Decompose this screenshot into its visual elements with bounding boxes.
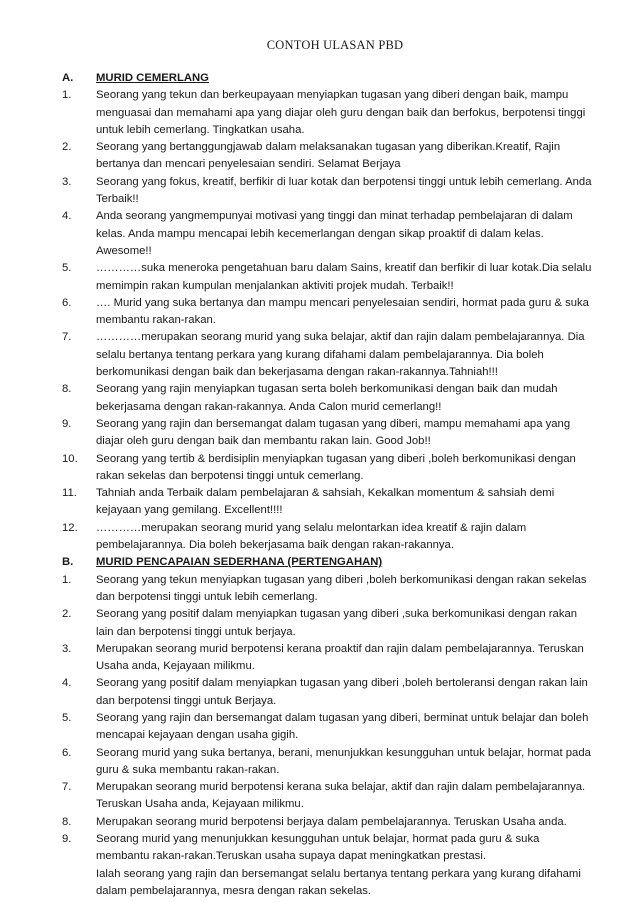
item-number: 7.	[62, 331, 72, 344]
item-text: Seorang yang tekun dan berkeupayaan menyiapkan tugasan yang diberi dengan baik, mampu menguasai dan memahami apa yang diajar oleh guru dengan baik dan berfokus, berpotensi tinggi untuk lebih cemerlang. Tingkatkan usaha.	[96, 89, 586, 136]
list-item	[62, 520, 594, 555]
item-text: Merupakan seorang murid berpotensi berjaya dalam pembelajarannya. Teruskan Usaha anda.	[96, 815, 567, 828]
item-number: 8.	[62, 383, 72, 396]
item-number: 4.	[62, 210, 72, 223]
item-text: Seorang yang rajin menyiapkan tugasan serta boleh berkomunikasi dengan baik dan mudah bekerjasama dengan rakan-rakannya. Anda Calon murid cemerlang!!	[96, 383, 558, 413]
item-number: 3.	[62, 175, 72, 188]
item-number: 6.	[62, 746, 72, 759]
item-number: 10.	[62, 452, 78, 465]
section-heading	[62, 70, 594, 87]
list-item	[62, 329, 594, 381]
item-number: 9.	[62, 833, 72, 846]
list-item	[62, 451, 594, 486]
section-title: MURID PENCAPAIAN SEDERHANA (PERTENGAHAN)	[96, 556, 383, 569]
list-item	[62, 710, 594, 745]
item-text: Tahniah anda Terbaik dalam pembelajaran & sahsiah, Kekalkan momentum & sahsiah demi kejayaan yang gemilang. Excellent!!!!	[96, 487, 555, 517]
item-text: Merupakan seorang murid berpotensi kerana proaktif dan rajin dalam pembelajarannya. Teruskan Usaha anda, Kejayaan milikmu.	[96, 642, 584, 673]
list-item	[62, 572, 594, 607]
item-number: 6.	[62, 296, 72, 309]
list-item	[62, 381, 594, 416]
item-text: Seorang yang tertib & berdisiplin menyiapkan tugasan yang diberi ,boleh berkomunikasi dengan rakan sekelas dan berpotensi tinggi untuk cemerlang.	[96, 452, 576, 482]
section-murid-cemerlang	[62, 70, 594, 554]
item-text: Seorang yang positif dalam menyiapkan tugasan yang diberi ,boleh bertoleransi dengan rakan lain dan berpotensi tinggi untuk Berjaya.	[96, 677, 588, 707]
item-text: Merupakan seorang murid berpotensi kerana suka belajar, aktif dan rajin dalam pembelajarannya. Teruskan Usaha anda, Kejayaan milikmu.	[96, 781, 586, 811]
section-marker: B.	[62, 556, 74, 569]
item-number: 8.	[62, 815, 72, 828]
comment-list	[62, 572, 594, 866]
list-item	[62, 87, 594, 139]
item-text: Seorang yang bertanggungjawab dalam melaksanakan tugasan yang diberikan.Kreatif, Rajin bertanya dan mencari penyelesaian sendiri. Selamat Berjaya	[96, 141, 561, 171]
list-item	[62, 814, 594, 831]
list-item	[62, 485, 594, 520]
comment-list	[62, 87, 594, 554]
list-item	[62, 139, 594, 174]
item-text: Seorang yang rajin dan bersemangat dalam tugasan yang diberi, berminat untuk belajar dan boleh mencapai kejayaan dengan usaha gigih.	[96, 711, 589, 742]
item-number: 4.	[62, 677, 72, 690]
list-item	[62, 416, 594, 451]
item-number: 2.	[62, 141, 72, 154]
trailing-paragraph: Ialah seorang yang rajin dan bersemangat selalu bertanya tentang perkara yang kurang difahami dalam pembelajarannya, mesra dengan rakan sekelas.	[96, 867, 581, 897]
item-text: …………suka meneroka pengetahuan baru dalam Sains, kreatif dan berfikir di luar kotak.Dia selalu memimpin rakan kumpulan menjalankan aktiviti projek mudah. Terbaik!!	[96, 262, 592, 292]
list-item	[62, 260, 594, 295]
list-item	[62, 779, 594, 814]
item-text: Seorang yang rajin dan bersemangat dalam tugasan yang diberi, mampu memahami apa yang diajar oleh guru dengan baik dan membantu rakan lain. Good Job!!	[96, 417, 571, 448]
list-item	[62, 745, 594, 780]
page-title: CONTOH ULASAN PBD	[266, 38, 404, 52]
section-heading	[62, 554, 594, 571]
list-item	[62, 295, 594, 330]
section-marker: A.	[62, 72, 74, 84]
item-number: 12.	[62, 521, 78, 534]
item-text: …. Murid yang suka bertanya dan mampu mencari penyelesaian sendiri, hormat pada guru & suka membantu rakan-rakan.	[96, 296, 589, 327]
item-number: 9.	[62, 417, 72, 430]
item-text: Seorang yang fokus, kreatif, berfikir di luar kotak dan berpotensi tinggi untuk lebih cemerlang. Anda Terbaik!!	[96, 175, 592, 206]
item-number: 5.	[62, 262, 72, 275]
section-murid-pencapaian-sederhana	[62, 554, 594, 900]
item-number: 1.	[62, 573, 72, 586]
item-text: …………merupakan seorang murid yang suka belajar, aktif dan rajin dalam pembelajarannya. Dia selalu bertanya tentang perkara yang kurang difahami dalam pembelajarannya. Dia boleh berkomunikasi dengan baik dan bekerjasama dengan rakan-rakannya.Tahniah!!!	[96, 331, 585, 379]
list-item	[62, 208, 594, 260]
list-item	[62, 831, 594, 866]
item-number: 2.	[62, 608, 72, 621]
list-item	[62, 641, 594, 676]
list-item	[62, 174, 594, 209]
section-title: MURID CEMERLANG	[96, 72, 209, 84]
item-text: Seorang murid yang suka bertanya, berani, menunjukkan kesungguhan untuk belajar, hormat pada guru & suka membantu rakan-rakan.	[96, 746, 591, 776]
item-number: 11.	[62, 487, 77, 500]
item-text: Anda seorang yangmempunyai motivasi yang tinggi dan minat terhadap pembelajaran di dalam kelas. Anda mampu mencapai lebih kecemerlangan dengan sikap proaktif di dalam kelas. Awesome!!	[96, 210, 573, 257]
item-number: 1.	[62, 89, 72, 102]
item-text: Seorang yang tekun menyiapkan tugasan yang diberi ,boleh berkomunikasi dengan rakan sekelas dan berpotensi tinggi untuk lebih cemerlang.	[96, 573, 587, 603]
item-text: Seorang yang positif dalam menyiapkan tugasan yang diberi ,suka berkomunikasi dengan rakan lain dan berpotensi tinggi untuk berjaya.	[96, 608, 578, 638]
item-number: 7.	[62, 781, 72, 794]
item-number: 5.	[62, 711, 72, 724]
list-item	[62, 606, 594, 641]
item-text: Seorang murid yang menunjukkan kesungguhan untuk belajar, hormat pada guru & suka membantu rakan-rakan.Teruskan usaha supaya dapat meningkatkan prestasi.	[96, 833, 540, 863]
item-number: 3.	[62, 642, 72, 655]
list-item	[62, 675, 594, 710]
item-text: …………merupakan seorang murid yang selalu melontarkan idea kreatif & rajin dalam pembelajarannya. Dia boleh bekerjasama baik dengan rakan-rakannya.	[96, 521, 527, 552]
